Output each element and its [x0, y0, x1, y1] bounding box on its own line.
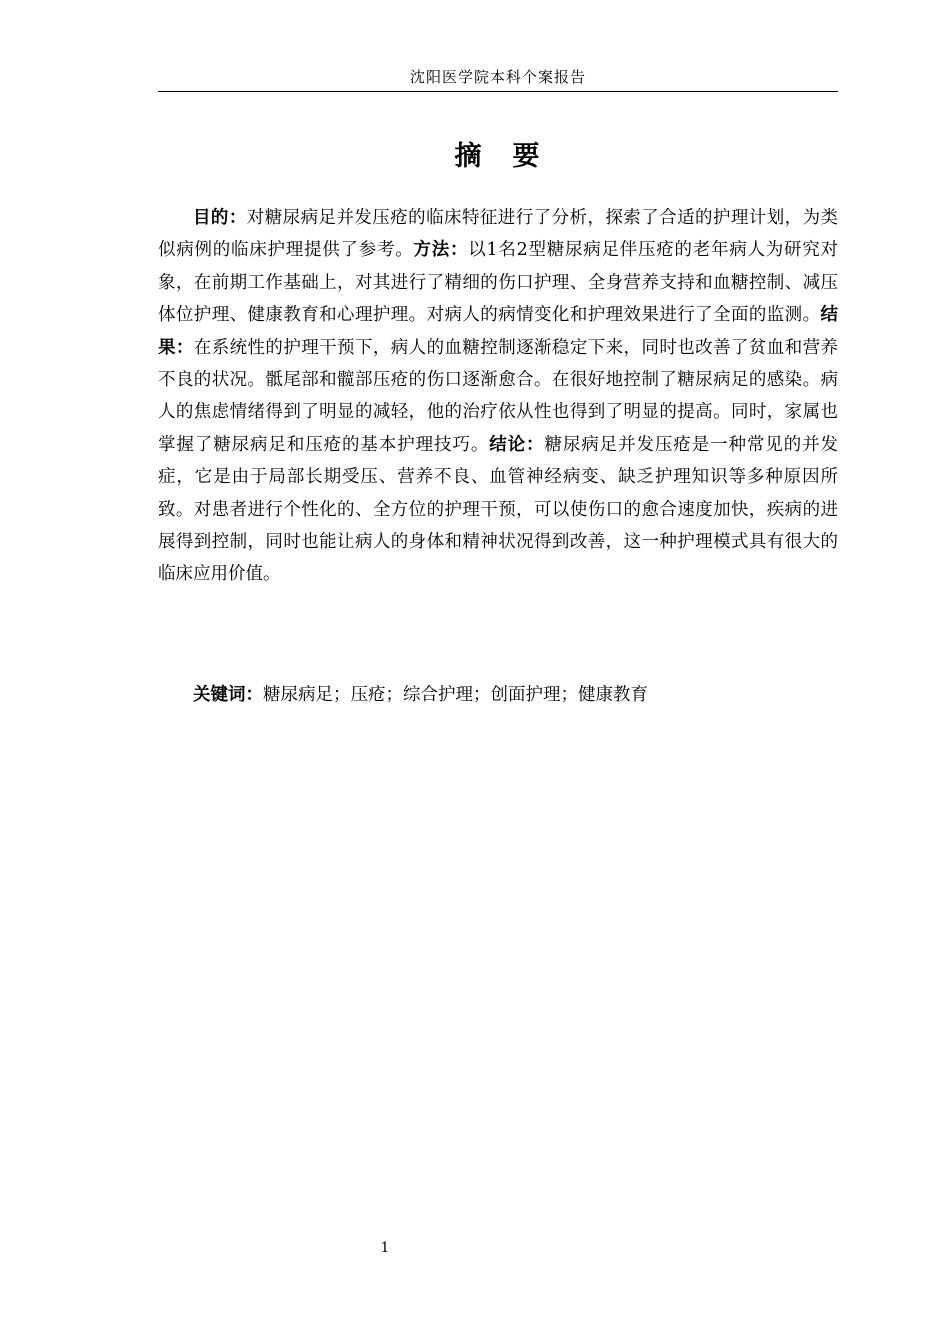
- header-rule: [158, 91, 838, 92]
- purpose-text: 对糖尿病足并发压疮的临床特征进行了分析，探索了合适的护理计划，为类似病例的临床护理提供了参考。: [158, 208, 839, 261]
- page-number: 1: [380, 1240, 390, 1256]
- method-label: 方法：: [413, 240, 469, 261]
- method-text: 以1名2型糖尿病足伴压疮的老年病人为研究对象，在前期工作基础上，对其进行了精细的伤口护理、全身营养支持和血糖控制、减压体位护理、健康教育和心理护理。对病人的病情变化和护理效果进行了全面的监测。: [158, 240, 838, 326]
- page-header: 沈阳医学院本科个案报告: [409, 68, 586, 86]
- conclusion-text: 糖尿病足并发压疮是一种常见的并发症，它是由于局部长期受压、营养不良、血管神经病变、缺乏护理知识等多种原因所致。对患者进行个性化的、全方位的护理干预，可以使伤口的愈合速度加快，疾病的进展得到控制，同时也能让病人的身体和精神状况得到改善，这一种护理模式具有很大的临床应用价值。: [158, 434, 839, 585]
- keywords-label: 关键词：: [193, 685, 263, 705]
- keywords-line: [158, 679, 838, 711]
- page-title: 摘 要: [454, 141, 542, 172]
- result-label: 结果：: [158, 305, 838, 358]
- abstract-body: [158, 202, 838, 591]
- result-text: 在系统性的护理干预下，病人的血糖控制逐渐稳定下来，同时也改善了贫血和营养不良的状况。骶尾部和髋部压疮的伤口逐渐愈合。在很好地控制了糖尿病足的感染。病人的焦虑情绪得到了明显的减轻，他的治疗依从性也得到了明显的提高。同时，家属也掌握了糖尿病足和压疮的基本护理技巧。: [158, 337, 838, 455]
- conclusion-label: 结论：: [489, 434, 545, 455]
- keywords-text: 糖尿病足；压疮；综合护理；创面护理；健康教育: [263, 685, 648, 705]
- purpose-label: 目的：: [193, 208, 247, 228]
